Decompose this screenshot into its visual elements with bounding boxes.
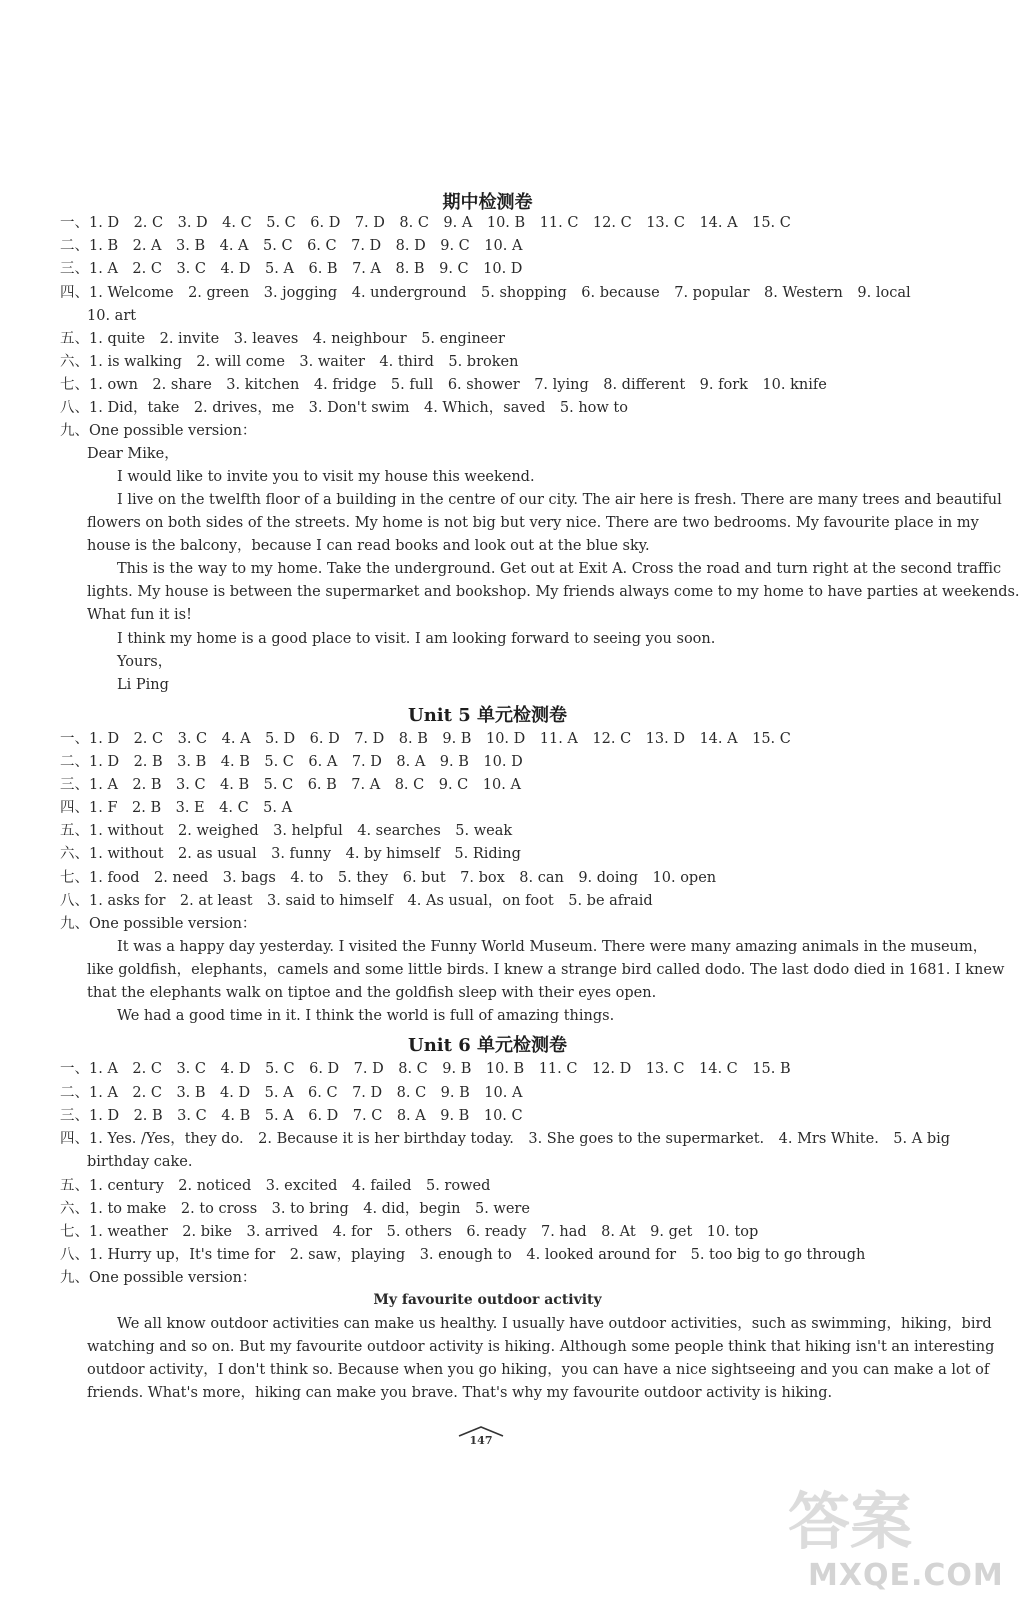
answer-line: 三、1. A 2. B 3. C 4. B 5. C 6. B 7. A 8. C 9. C 10. A (60, 777, 521, 793)
answer-line: 四、1. Welcome 2. green 3. jogging 4. underground 5. shopping 6. because 7. popular 8. Western 9. local (60, 285, 911, 301)
letter-line: I would like to invite you to visit my house this weekend. (117, 469, 535, 485)
answer-line: 五、1. quite 2. invite 3. leaves 4. neighbour 5. engineer (60, 331, 505, 347)
answer-line: 七、1. weather 2. bike 3. arrived 4. for 5. others 6. ready 7. had 8. At 9. get 10. top (60, 1224, 759, 1240)
answer-line: birthday cake. (87, 1154, 193, 1170)
answer-line: 四、1. F 2. B 3. E 4. C 5. A (60, 800, 293, 816)
watermark (778, 1468, 1004, 1596)
answer-line: 八、1. Hurry up，It's time for 2. saw，playing 3. enough to 4. looked around for 5. too big to go through (60, 1247, 866, 1263)
page-number-text: 147 (469, 1434, 493, 1447)
letter-line: What fun it is! (87, 607, 192, 623)
answer-line: 10. art (87, 308, 137, 324)
letter-line: Yours， (117, 654, 173, 670)
answer-line: 三、1. A 2. C 3. C 4. D 5. A 6. B 7. A 8. B 9. C 10. D (60, 261, 523, 277)
answer-line: 二、1. D 2. B 3. B 4. B 5. C 6. A 7. D 8. A 9. B 10. D (60, 754, 523, 770)
section-title-unit6: Unit 6 单元检测卷 (408, 1035, 567, 1056)
answer-line: 五、1. without 2. weighed 3. helpful 4. searches 5. weak (60, 823, 513, 839)
answer-line: 六、1. to make 2. to cross 3. to bring 4. did，begin 5. were (60, 1201, 530, 1217)
essay-title: My favourite outdoor activity (373, 1292, 602, 1308)
answer-line: 一、1. D 2. C 3. D 4. C 5. C 6. D 7. D 8. C 9. A 10. B 11. C 12. C 13. C 14. A 15. C (60, 215, 791, 231)
letter-line: flowers on both sides of the streets. My home is not big but very nice. There are two bedrooms. My favourite place in my (87, 515, 979, 531)
answer-line: 八、1. asks for 2. at least 3. said to himself 4. As usual，on foot 5. be afraid (60, 893, 653, 909)
essay-line: We had a good time in it. I think the world is full of amazing things. (117, 1008, 615, 1024)
answer-line: 二、1. B 2. A 3. B 4. A 5. C 6. C 7. D 8. D 9. C 10. A (60, 238, 523, 254)
answer-line: 三、1. D 2. B 3. C 4. B 5. A 6. D 7. C 8. A 9. B 10. C (60, 1108, 523, 1124)
answer-line: 一、1. A 2. C 3. C 4. D 5. C 6. D 7. D 8. C 9. B 10. B 11. C 12. D 13. C 14. C 15. B (60, 1061, 791, 1077)
letter-line: I think my home is a good place to visit. I am looking forward to seeing you soon. (117, 631, 716, 647)
essay-line: that the elephants walk on tiptoe and the goldfish sleep with their eyes open. (87, 985, 657, 1001)
answer-line: 八、1. Did，take 2. drives，me 3. Don't swim 4. Which，saved 5. how to (60, 400, 628, 416)
answer-line: 一、1. D 2. C 3. C 4. A 5. D 6. D 7. D 8. B 9. B 10. D 11. A 12. C 13. D 14. A 15. C (60, 731, 791, 747)
answer-line: 六、1. is walking 2. will come 3. waiter 4. third 5. broken (60, 354, 519, 370)
page-number-ornament-icon (457, 1424, 505, 1446)
letter-line: I live on the twelfth floor of a building in the centre of our city. The air here is fresh. There are many trees and beautiful (117, 492, 1002, 508)
answer-line: 五、1. century 2. noticed 3. excited 4. failed 5. rowed (60, 1178, 491, 1194)
answer-line: 七、1. food 2. need 3. bags 4. to 5. they 6. but 7. box 8. can 9. doing 10. open (60, 870, 717, 886)
section-title-unit5: Unit 5 单元检测卷 (408, 705, 567, 726)
answer-line: 九、One possible version： (60, 1270, 257, 1286)
essay-line: like goldfish，elephants，camels and some little birds. I knew a strange bird called dodo. The last dodo died in 1681. I knew (87, 962, 1005, 978)
answer-line: 九、One possible version： (60, 916, 257, 932)
answer-line: 四、1. Yes. /Yes，they do. 2. Because it is her birthday today. 3. She goes to the supermarket. 4. Mrs White. 5. A big (60, 1131, 951, 1147)
page-number (457, 1424, 505, 1446)
essay-line: outdoor activity，I don't think so. Because when you go hiking，you can have a nice sightseeing and you can make a lot of (87, 1362, 990, 1378)
watermark-logo: 答案 (788, 1485, 913, 1558)
letter-line: lights. My house is between the supermarket and bookshop. My friends always come to my home to have parties at weekends. (87, 584, 1020, 600)
section-title-midterm: 期中检测卷 (442, 192, 533, 213)
answer-line: 二、1. A 2. C 3. B 4. D 5. A 6. C 7. D 8. C 9. B 10. A (60, 1085, 523, 1101)
answer-line: 七、1. own 2. share 3. kitchen 4. fridge 5. full 6. shower 7. lying 8. different 9. fork 10. knife (60, 377, 827, 393)
letter-line: This is the way to my home. Take the underground. Get out at Exit A. Cross the road and turn right at the second traffic (117, 561, 1002, 577)
answer-line: 九、One possible version： (60, 423, 257, 439)
essay-line: friends. What's more，hiking can make you brave. That's why my favourite outdoor activity is hiking. (87, 1385, 833, 1401)
letter-line: Li Ping (117, 677, 169, 693)
essay-line: It was a happy day yesterday. I visited the Funny World Museum. There were many amazing animals in the museum， (117, 939, 988, 955)
essay-line: We all know outdoor activities can make us healthy. I usually have outdoor activities，such as swimming，hiking，bird (117, 1316, 992, 1332)
answer-line: 六、1. without 2. as usual 3. funny 4. by himself 5. Riding (60, 846, 521, 862)
letter-line: Dear Mike， (87, 446, 179, 462)
essay-line: watching and so on. But my favourite outdoor activity is hiking. Although some people think that hiking isn't an interesting (87, 1339, 995, 1355)
watermark-site: MXQE.COM (808, 1558, 1004, 1593)
letter-line: house is the balcony，because I can read books and look out at the blue sky. (87, 538, 650, 554)
